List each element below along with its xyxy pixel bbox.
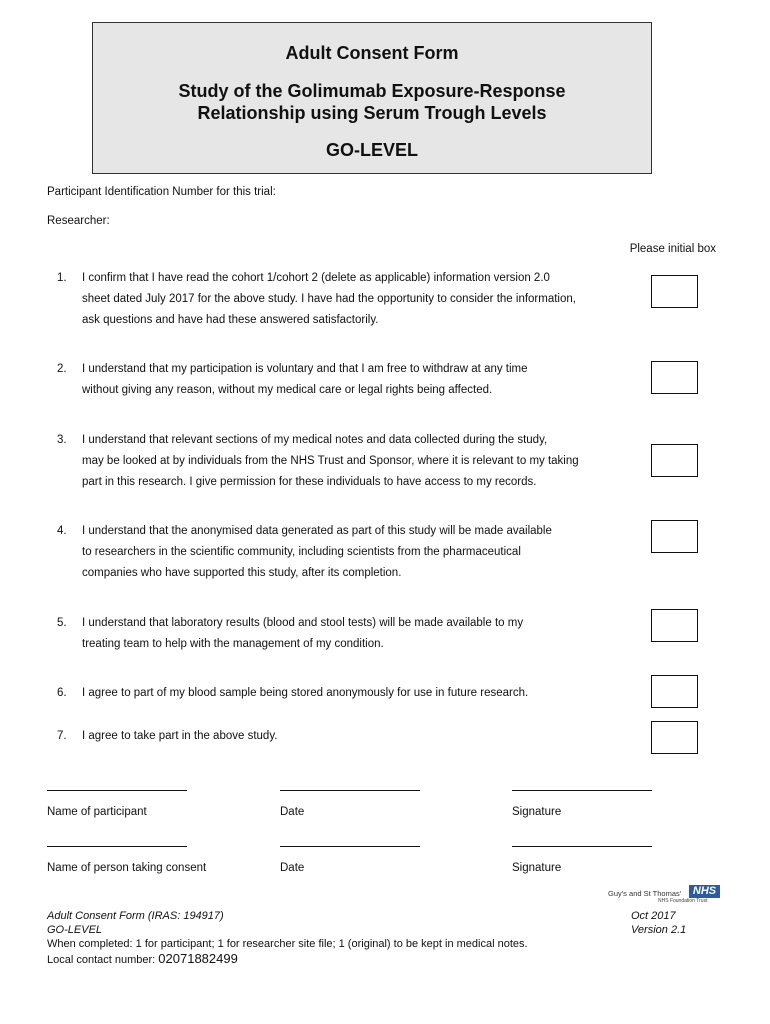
researcher-label: Researcher: bbox=[47, 215, 110, 227]
study-title-line-2: Relationship using Serum Trough Levels bbox=[197, 103, 547, 123]
participant-date-line[interactable] bbox=[280, 790, 420, 791]
item-line: I understand that my participation is voluntary and that I am free to withdraw at any time bbox=[82, 363, 528, 375]
study-title bbox=[93, 80, 651, 124]
participant-name-label: Name of participant bbox=[47, 806, 147, 818]
item-line: treating team to help with the management of my condition. bbox=[82, 638, 384, 650]
item-line: I agree to take part in the above study. bbox=[82, 730, 278, 742]
item-number: 5. bbox=[57, 617, 67, 629]
item-text bbox=[82, 521, 657, 584]
contact-number: 02071882499 bbox=[158, 951, 238, 966]
trust-subtitle: NHS Foundation Trust bbox=[658, 898, 708, 904]
footer-acronym: GO-LEVEL bbox=[47, 924, 103, 936]
item-line: to researchers in the scientific community, including scientists from the pharmaceutical bbox=[82, 546, 521, 558]
consent-taker-name-line[interactable] bbox=[47, 846, 187, 847]
participant-id-label: Participant Identification Number for this trial: bbox=[47, 186, 276, 198]
item-line: I agree to part of my blood sample being stored anonymously for use in future research. bbox=[82, 687, 529, 699]
item-text bbox=[82, 613, 657, 655]
study-acronym: GO-LEVEL bbox=[325, 140, 418, 160]
item-text bbox=[82, 430, 657, 493]
consent-taker-signature-line[interactable] bbox=[512, 846, 652, 847]
initial-box-7[interactable] bbox=[651, 721, 698, 754]
title-box bbox=[92, 22, 652, 174]
participant-name-line[interactable] bbox=[47, 790, 187, 791]
trust-name: Guy's and St Thomas' bbox=[608, 889, 682, 898]
item-line: I understand that relevant sections of my medical notes and data collected during the study, bbox=[82, 434, 548, 446]
form-title: Adult Consent Form bbox=[285, 43, 459, 63]
footer-date: Oct 2017 bbox=[631, 910, 676, 922]
item-line: may be looked at by individuals from the NHS Trust and Sponsor, where it is relevant to my taking bbox=[82, 455, 579, 467]
item-number: 6. bbox=[57, 687, 67, 699]
footer-copies-note: When completed: 1 for participant; 1 for researcher site file; 1 (original) to be kept in medical notes. bbox=[47, 938, 528, 950]
initial-box-5[interactable] bbox=[651, 609, 698, 642]
item-number: 1. bbox=[57, 272, 67, 284]
item-line: sheet dated July 2017 for the above study. I have had the opportunity to consider the information, bbox=[82, 293, 576, 305]
item-text bbox=[82, 726, 657, 747]
participant-date-label: Date bbox=[280, 806, 305, 818]
contact-label: Local contact number: bbox=[47, 954, 159, 966]
initial-box-6[interactable] bbox=[651, 675, 698, 708]
item-number: 7. bbox=[57, 730, 67, 742]
item-line: I understand that laboratory results (blood and stool tests) will be made available to my bbox=[82, 617, 524, 629]
item-number: 4. bbox=[57, 525, 67, 537]
initial-box-4[interactable] bbox=[651, 520, 698, 553]
participant-signature-label: Signature bbox=[512, 806, 562, 818]
nhs-trust-logo bbox=[604, 885, 720, 905]
item-line: I understand that the anonymised data generated as part of this study will be made available bbox=[82, 525, 552, 537]
item-line: part in this research. I give permission for these individuals to have access to my records. bbox=[82, 476, 537, 488]
consent-taker-date-line[interactable] bbox=[280, 846, 420, 847]
footer-form-name: Adult Consent Form (IRAS: 194917) bbox=[47, 910, 224, 922]
participant-signature-line[interactable] bbox=[512, 790, 652, 791]
item-line: I confirm that I have read the cohort 1/cohort 2 (delete as applicable) information version 2.0 bbox=[82, 272, 550, 284]
initial-box-1[interactable] bbox=[651, 275, 698, 308]
initial-box-3[interactable] bbox=[651, 444, 698, 477]
initial-box-header: Please initial box bbox=[629, 243, 716, 255]
consent-taker-date-label: Date bbox=[280, 862, 305, 874]
item-line: without giving any reason, without my medical care or legal rights being affected. bbox=[82, 384, 493, 396]
study-title-line-1: Study of the Golimumab Exposure-Response bbox=[178, 81, 566, 101]
item-text bbox=[82, 359, 657, 401]
item-text bbox=[82, 268, 657, 331]
footer-contact bbox=[47, 951, 238, 966]
item-line: ask questions and have had these answered satisfactorily. bbox=[82, 314, 379, 326]
nhs-logo-icon: NHS bbox=[689, 885, 720, 898]
initial-box-2[interactable] bbox=[651, 361, 698, 394]
item-number: 2. bbox=[57, 363, 67, 375]
item-text bbox=[82, 683, 657, 704]
item-number: 3. bbox=[57, 434, 67, 446]
consent-taker-name-label: Name of person taking consent bbox=[47, 862, 207, 874]
item-line: companies who have supported this study, after its completion. bbox=[82, 567, 402, 579]
footer-version: Version 2.1 bbox=[631, 924, 687, 936]
consent-taker-signature-label: Signature bbox=[512, 862, 562, 874]
